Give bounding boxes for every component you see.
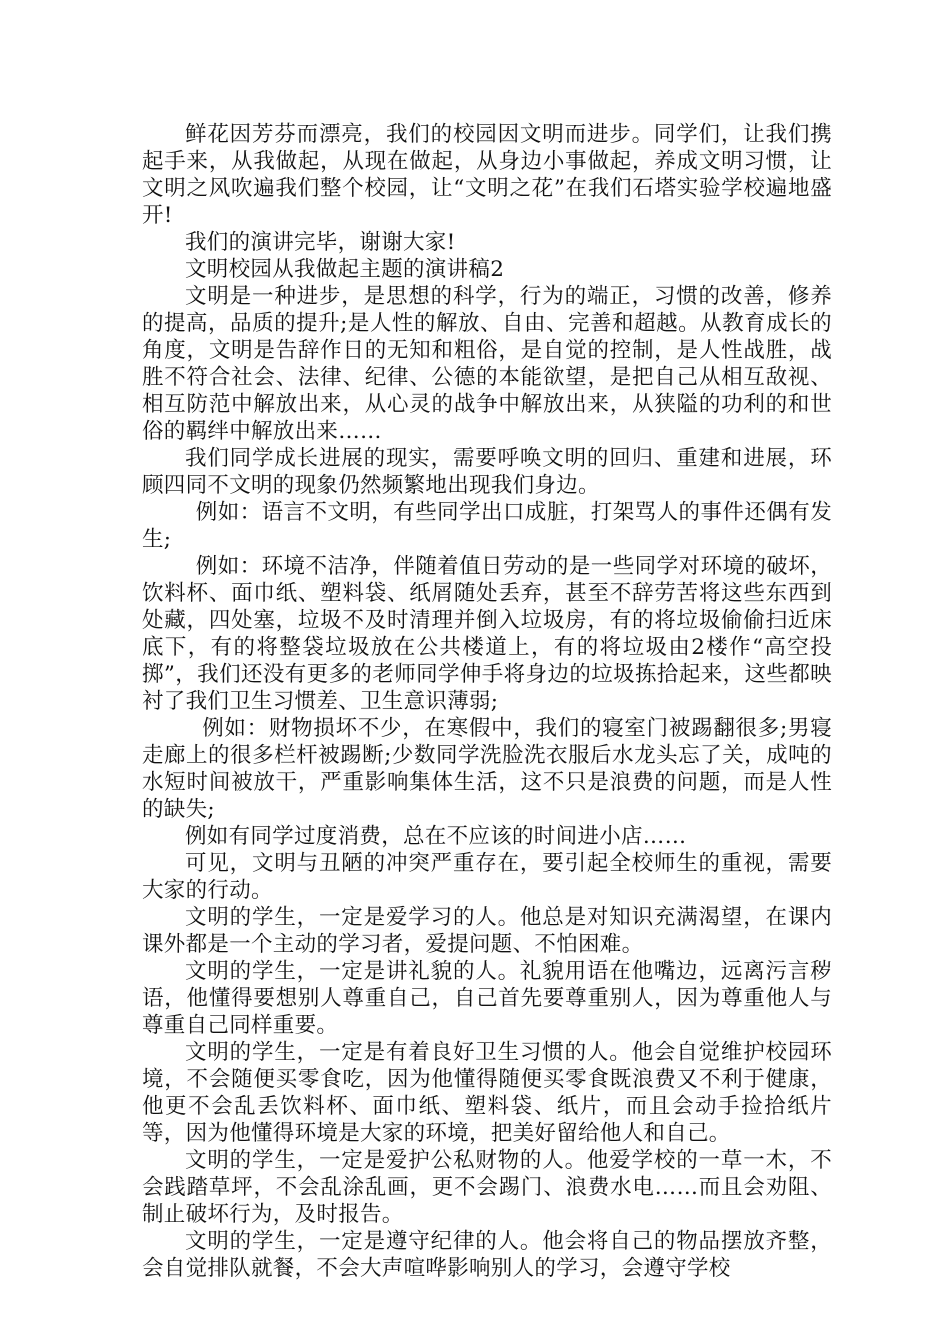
paragraph-closing: 鲜花因芳芬而漂亮，我们的校园因文明而进步。同学们，让我们携起手来，从我做起，从现在做起，从身边小事做起，养成文明习惯，让文明之风吹遍我们整个校园，让“文明之花”在我们石塔实验学校遍地盛开! — [142, 122, 832, 228]
paragraph-thanks: 我们的演讲完毕，谢谢大家! — [185, 230, 456, 255]
paragraph-student-politeness: 文明的学生，一定是讲礼貌的人。礼貌用语在他嘴边，远离污言秽语，他懂得要想别人尊重自己，自己首先要尊重别人，因为尊重他人与尊重自己同样重要。 — [142, 959, 832, 1038]
paragraph-student-discipline: 文明的学生，一定是遵守纪律的人。他会将自己的物品摆放齐整，会自觉排队就餐，不会大声喧哗影响别人的学习，会遵守学校 — [142, 1229, 832, 1281]
section-heading: 文明校园从我做起主题的演讲稿2 — [185, 257, 505, 282]
paragraph-example-environment: 例如：环境不洁净，伴随着值日劳动的是一些同学对环境的破坏，饮料杯、面巾纸、塑料袋、纸屑随处丢弃，甚至不辞劳苦将这些东西到处藏，四处塞，垃圾不及时清理并倒入垃圾房，有的将垃圾偷偷扫近床底下，有的将整袋垃圾放在公共楼道上，有的将垃圾由2楼作“高空投掷”，我们还没有更多的老师同学伸手将身边的垃圾拣拾起来，这些都映衬了我们卫生习惯差、卫生意识薄弱; — [142, 554, 832, 714]
paragraph-student-hygiene: 文明的学生，一定是有着良好卫生习惯的人。他会自觉维护校园环境，不会随便买零食吃，因为他懂得随便买零食既浪费又不利于健康，他更不会乱丢饮料杯、面巾纸、塑料袋、纸片，而且会动手捡拾纸片等，因为他懂得环境是大家的环境，把美好留给他人和自己。 — [142, 1040, 832, 1146]
paragraph-example-property: 例如：财物损坏不少，在寒假中，我们的寝室门被踢翻很多;男寝走廊上的很多栏杆被踢断;少数同学洗脸洗衣服后水龙头忘了关，成吨的水短时间被放干，严重影响集体生活，这不只是浪费的问题，而是人性的缺失; — [142, 716, 832, 822]
paragraph-student-learning: 文明的学生，一定是爱学习的人。他总是对知识充满渴望，在课内课外都是一个主动的学习者，爱提问题、不怕困难。 — [142, 905, 832, 957]
paragraph-student-property: 文明的学生，一定是爱护公私财物的人。他爱学校的一草一木，不会践踏草坪，不会乱涂乱画，更不会踢门、浪费水电……而且会劝阻、制止破坏行为，及时报告。 — [142, 1148, 832, 1227]
paragraph-example-language: 例如：语言不文明，有些同学出口成脏，打架骂人的事件还偶有发生; — [142, 500, 832, 552]
paragraph-conflict: 可见，文明与丑陋的冲突严重存在，要引起全校师生的重视，需要大家的行动。 — [142, 851, 832, 903]
paragraph-reality: 我们同学成长进展的现实，需要呼唤文明的回归、重建和进展，环顾四同不文明的现象仍然频繁地出现我们身边。 — [142, 446, 832, 498]
document-body — [142, 121, 832, 1282]
paragraph-example-consumption: 例如有同学过度消费，总在不应该的时间进小店…… — [185, 824, 687, 849]
paragraph-definition: 文明是一种进步，是思想的科学，行为的端正，习惯的改善，修养的提高，品质的提升;是人性的解放、自由、完善和超越。从教育成长的角度，文明是告辞作日的无知和粗俗，是自觉的控制，是人性战胜，战胜不符合社会、法律、纪律、公德的本能欲望，是把自己从相互敌视、相互防范中解放出来，从心灵的战争中解放出来，从狭隘的功利的和世俗的羁绊中解放出来…… — [142, 284, 832, 444]
